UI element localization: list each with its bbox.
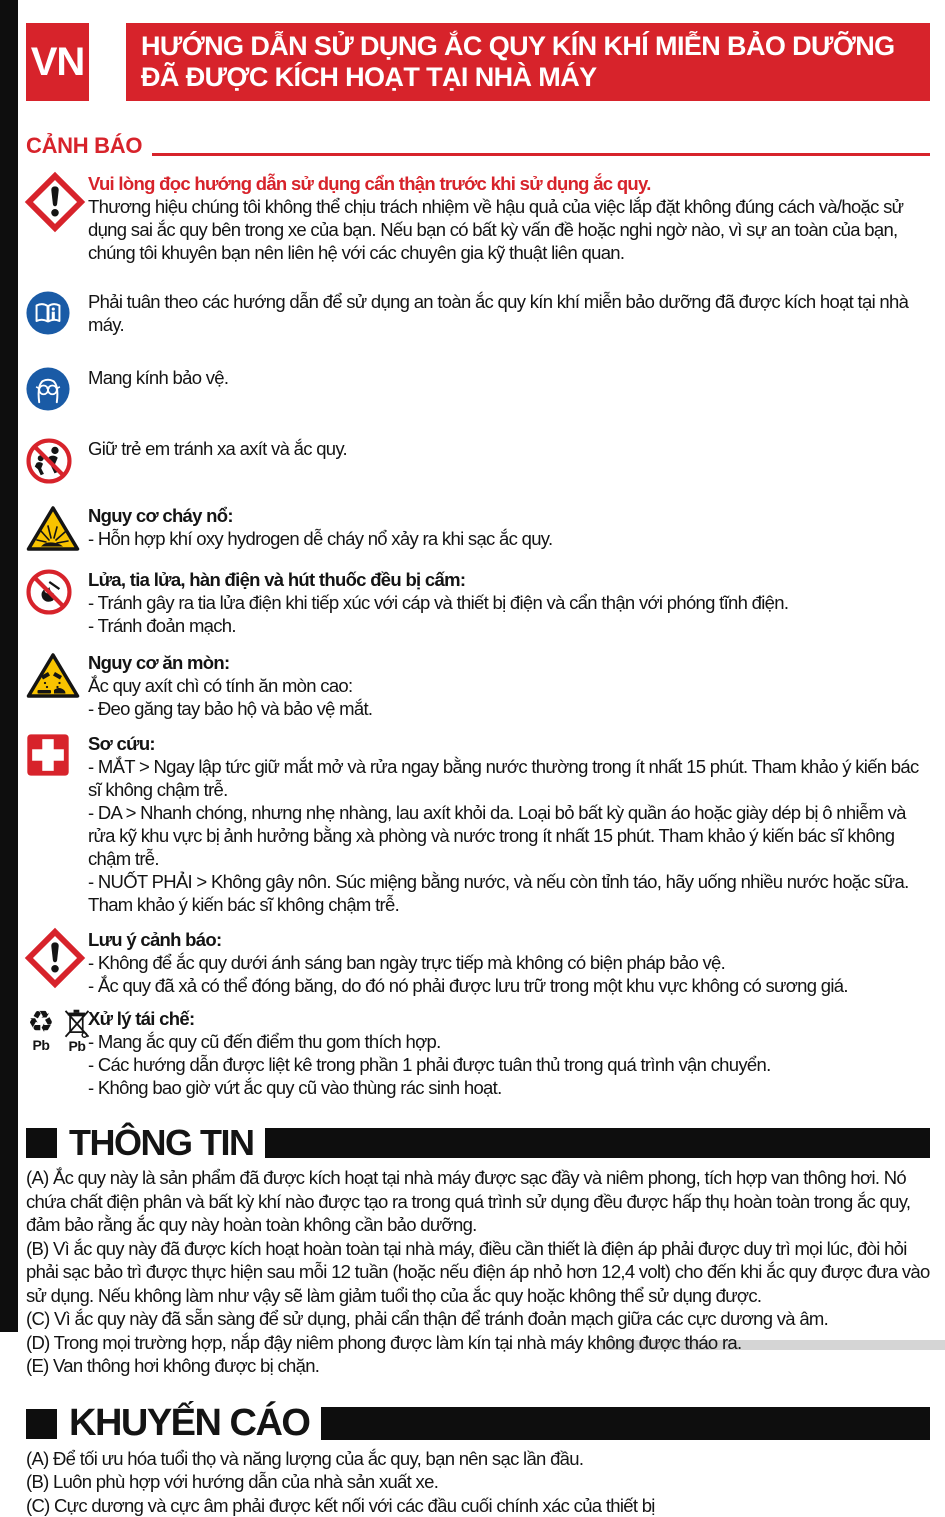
warning-text: Thương hiệu chúng tôi không thể chịu trách nhiệm về hậu quả của việc lắp đặt không đúng cách và/hoặc sử dụng sai ắc quy bên trong xe của bạn. Nếu bạn có bất kỳ vấn đề hoặc nghi ngờ nào, vì sự an toàn của bạn, chúng tôi khuyên bạn nên liên hệ với các chuyên gia kỹ thuật liên quan. (88, 195, 930, 264)
warning-item-keep-children-away (26, 437, 930, 484)
warning-item-first-aid (26, 732, 930, 916)
warning-title: Lưu ý cảnh báo: (88, 928, 930, 951)
warning-text: - Không bao giờ vứt ắc quy cũ vào thùng rác sinh hoạt. (88, 1076, 930, 1099)
warning-section-header (26, 134, 930, 158)
warning-title: Nguy cơ ăn mòn: (88, 651, 930, 674)
corrosion-hazard-icon (26, 652, 80, 699)
warning-text: - DA > Nhanh chóng, nhưng nhẹ nhàng, lau axít khỏi da. Loại bỏ bất kỳ quần áo hoặc giày dép bị ô nhiễm và rửa kỹ khu vực bị ảnh hưởng bằng xà phòng và nước trong ít nhất 15 phút. Tham khảo ý kiến bác sĩ không chậm trễ. (88, 801, 930, 870)
info-paragraph: (A) Ắc quy này là sản phẩm đã được kích hoạt tại nhà máy được sạc đầy và niêm phong, tích hợp van thông hơi. Nó chứa chất điện phân và bất kỳ khí nào được tạo ra trong quá trình sử dụng đều được hấp thụ hoàn toàn trong ắc quy, đảm bảo rằng ắc quy này hoàn toàn không cần bảo dưỡng. (26, 1166, 930, 1237)
pb-label: Pb (33, 1038, 50, 1053)
left-edge-bar (0, 0, 18, 1332)
warning-item-follow-instructions (26, 290, 930, 336)
warning-text: Giữ trẻ em tránh xa axít và ắc quy. (88, 437, 930, 460)
advice-paragraph: (C) Cực dương và cực âm phải được kết nối với các đầu cuối chính xác của thiết bị (26, 1494, 930, 1517)
warning-title: Sơ cứu: (88, 732, 930, 755)
warning-title: Lửa, tia lửa, hàn điện và hút thuốc đều bị cấm: (88, 568, 930, 591)
warning-text: - MẮT > Ngay lập tức giữ mắt mở và rửa ngay bằng nước thường trong ít nhất 15 phút. Tham khảo ý kiến bác sĩ không chậm trễ. (88, 755, 930, 801)
page-title-line2: ĐÃ ĐƯỢC KÍCH HOẠT TẠI NHÀ MÁY (141, 62, 930, 93)
info-paragraph: (D) Trong mọi trường hợp, nắp đậy niêm phong được làm kín tại nhà máy không được tháo ra. (26, 1331, 930, 1355)
info-paragraph: (E) Van thông hơi không được bị chặn. (26, 1354, 930, 1378)
keep-children-away-icon (26, 438, 72, 484)
warning-text: - Đeo găng tay bảo hộ và bảo vệ mắt. (88, 697, 930, 720)
warning-text: - Mang ắc quy cũ đến điểm thu gom thích hợp. (88, 1030, 930, 1053)
warning-item-eye-protection (26, 366, 930, 411)
warning-heading-rule (152, 153, 930, 156)
warning-item-corrosion-hazard (26, 651, 930, 720)
warning-item-read-instructions (26, 172, 930, 264)
warning-text: - Tránh đoản mạch. (88, 614, 930, 637)
warning-text: - Ắc quy đã xả có thể đóng băng, do đó nó phải được lưu trữ trong một khu vực không có sương giá. (88, 974, 930, 997)
page-title-line1: HƯỚNG DẪN SỬ DỤNG ẮC QUY KÍN KHÍ MIỄN BẢO DƯỠNG (141, 31, 930, 62)
info-section-title: THÔNG TIN (69, 1122, 253, 1164)
recycling-icon: ♻ (28, 1008, 55, 1038)
section-square-marker (26, 1409, 57, 1439)
warning-text: - Không để ắc quy dưới ánh sáng ban ngày trực tiếp mà không có biện pháp bảo vệ. (88, 951, 930, 974)
sheet-content (26, 0, 930, 1517)
warning-title: Vui lòng đọc hướng dẫn sử dụng cẩn thận trước khi sử dụng ắc quy. (88, 172, 930, 195)
eye-protection-icon (26, 367, 70, 411)
warning-text: - Tránh gây ra tia lửa điện khi tiếp xúc với cáp và thiết bị điện và cẩn thận với phóng tĩnh điện. (88, 591, 930, 614)
explosion-hazard-icon (26, 505, 80, 552)
page-title (126, 23, 930, 101)
warning-list (26, 172, 930, 1099)
user-manual-icon (26, 291, 70, 335)
warning-title: Nguy cơ cháy nổ: (88, 504, 930, 527)
warning-text: - Các hướng dẫn được liệt kê trong phần 1 phải được tuân thủ trong quá trình vận chuyển. (88, 1053, 930, 1076)
warning-text: Ắc quy axít chì có tính ăn mòn cao: (88, 674, 930, 697)
crossed-out-bin-icon (64, 1008, 90, 1039)
warning-text: Mang kính bảo vệ. (88, 366, 930, 389)
info-paragraph: (B) Vì ắc quy này đã được kích hoạt hoàn toàn tại nhà máy, điều cần thiết là điện áp phải được duy trì mọi lúc, đòi hỏi phải sạc bảo trì được thực hiện sau mỗi 12 tuần (hoặc nếu điện áp nhỏ hơn 12,4 volt) cho đến khi ắc quy được đưa vào sử dụng. Nếu không làm như vậy sẽ làm giảm tuổi thọ của ắc quy hoặc không thể sử dụng được. (26, 1237, 930, 1308)
info-paragraphs (26, 1166, 930, 1378)
info-paragraph: (C) Vì ắc quy này đã sẵn sàng để sử dụng, phải cẩn thận để tránh đoản mạch giữa các cực dương và âm. (26, 1307, 930, 1331)
advice-paragraph: (A) Để tối ưu hóa tuổi thọ và năng lượng của ắc quy, bạn nên sạc lần đầu. (26, 1447, 930, 1471)
warning-item-explosion-hazard (26, 504, 930, 552)
warning-text: Phải tuân theo các hướng dẫn để sử dụng an toàn ắc quy kín khí miễn bảo dưỡng đã được kích hoạt tại nhà máy. (88, 290, 930, 336)
advice-section-title: KHUYẾN CÁO (69, 1402, 309, 1445)
warning-text: - Hỗn hợp khí oxy hydrogen dễ cháy nổ xảy ra khi sạc ắc quy. (88, 527, 930, 550)
warning-text: - NUỐT PHẢI > Không gây nôn. Súc miệng bằng nước, và nếu còn tỉnh táo, hãy uống nhiều nước hoặc sữa. Tham khảo ý kiến bác sĩ không chậm trễ. (88, 870, 930, 916)
warning-item-recycling (26, 1007, 930, 1099)
recycle-pb-icons (26, 1008, 92, 1099)
warning-item-no-open-flames (26, 568, 930, 637)
section-square-marker (26, 1128, 57, 1158)
pb-label: Pb (69, 1039, 86, 1054)
warning-title: Xử lý tái chế: (88, 1007, 930, 1030)
warning-item-caution-notes (26, 928, 930, 997)
ghs-exclamation-icon (26, 929, 84, 987)
first-aid-icon (26, 733, 70, 777)
info-section-header (26, 1125, 930, 1161)
no-open-flames-icon (26, 569, 72, 615)
section-header-bar (321, 1407, 930, 1440)
advice-paragraph: (B) Luôn phù hợp với hướng dẫn của nhà sản xuất xe. (26, 1470, 930, 1494)
header (26, 23, 930, 101)
advice-section-header (26, 1406, 930, 1442)
warning-section-title: CẢNH BÁO (26, 134, 142, 158)
advice-paragraphs (26, 1447, 930, 1517)
language-badge: VN (26, 23, 89, 101)
ghs-exclamation-icon (26, 173, 84, 231)
section-header-bar (265, 1128, 930, 1158)
